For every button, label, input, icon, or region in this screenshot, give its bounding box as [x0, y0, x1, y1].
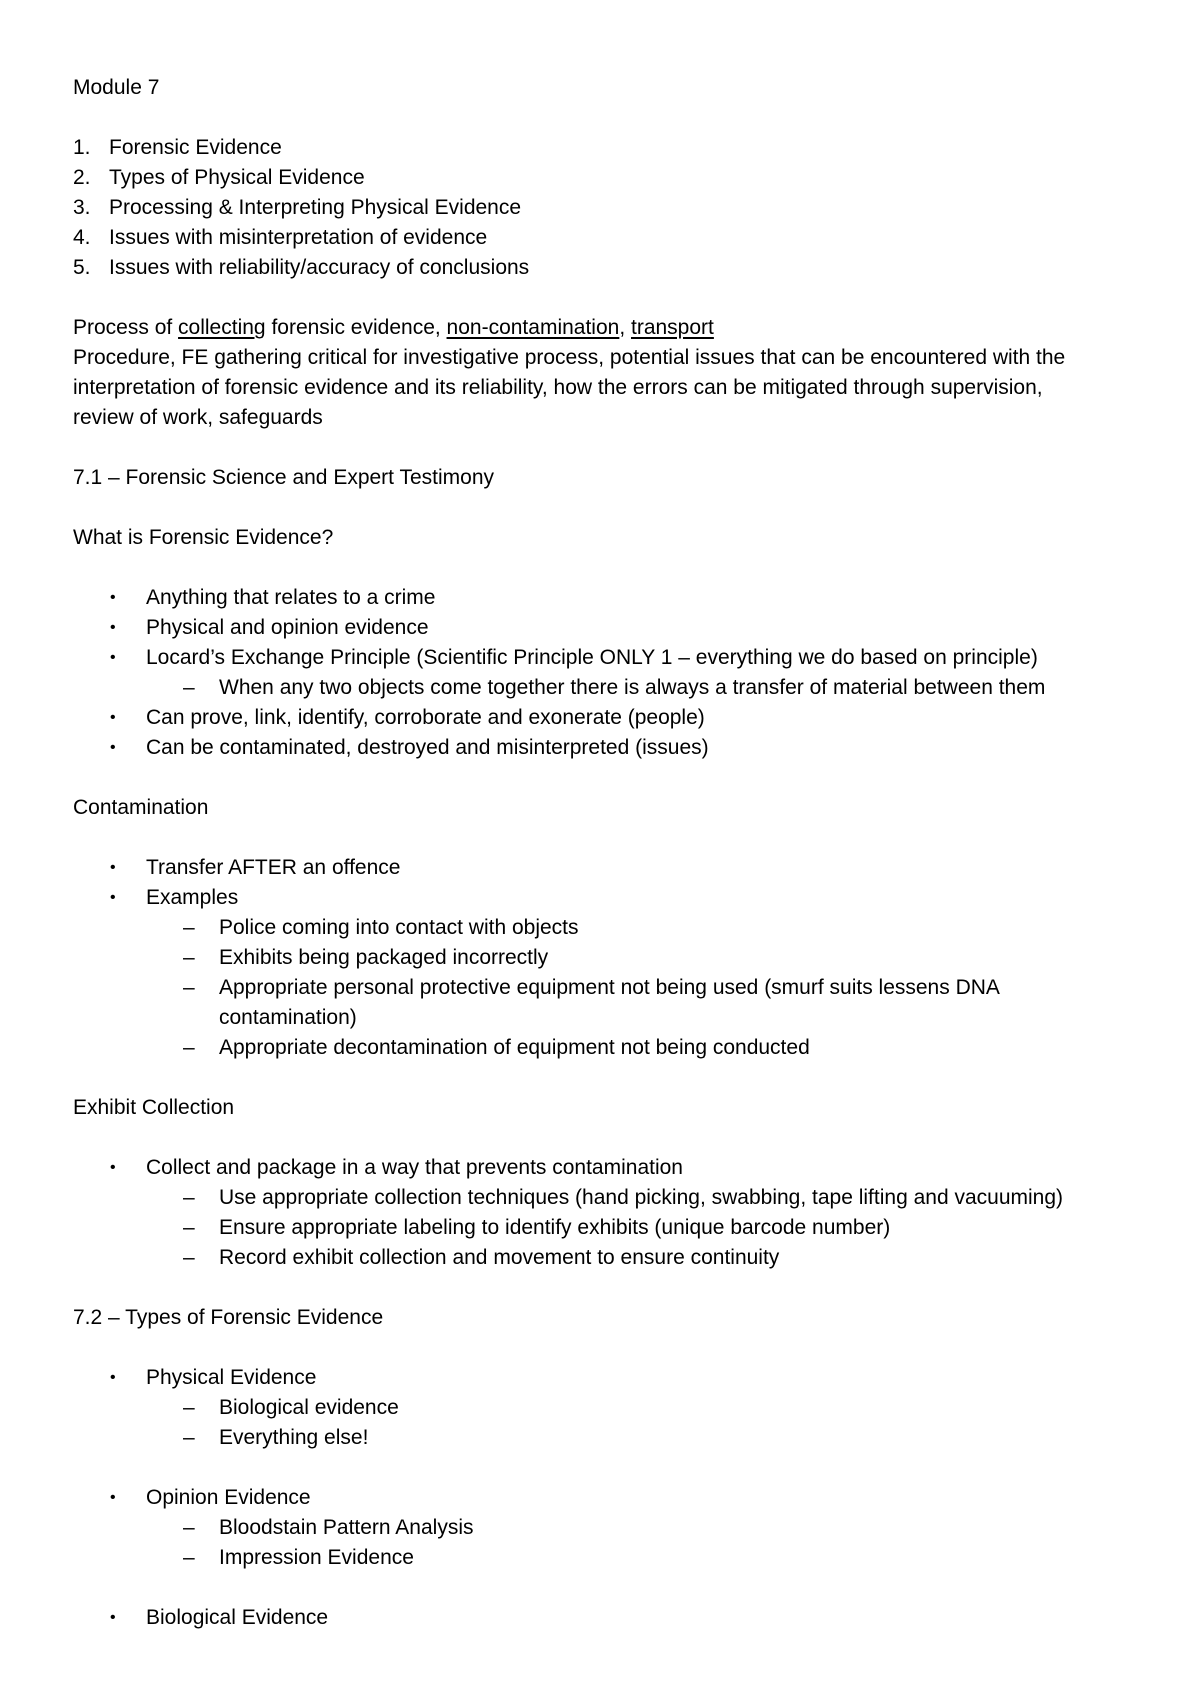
bullet-icon: •: [110, 1159, 116, 1176]
contamination-heading: Contamination: [73, 796, 209, 819]
underlined-transport: transport: [631, 316, 714, 339]
section-heading-7-1: 7.1 – Forensic Science and Expert Testimony: [73, 466, 494, 489]
bullet-item: • Anything that relates to a crime: [73, 583, 1133, 613]
bullet-icon: •: [110, 709, 116, 726]
bullet-item: • Can prove, link, identify, corroborate and exonerate (people): [73, 703, 1133, 733]
bullet-item: • Physical and opinion evidence: [73, 613, 1133, 643]
procedure-paragraph-line: interpretation of forensic evidence and its reliability, how the errors can be mitigated through supervision,: [73, 376, 1043, 399]
bullet-icon: •: [110, 589, 116, 606]
exhibit-collection-heading: Exhibit Collection: [73, 1096, 235, 1119]
dash-icon: –: [183, 976, 195, 999]
dash-icon: –: [183, 1246, 195, 1269]
bullet-item: • Biological Evidence: [73, 1603, 1133, 1633]
sub-bullet-item: – Biological evidence: [73, 1393, 1133, 1423]
dash-icon: –: [183, 1546, 195, 1569]
bullet-icon: •: [110, 739, 116, 756]
bullet-item: • Transfer AFTER an offence: [73, 853, 1133, 883]
section-heading-7-2: 7.2 – Types of Forensic Evidence: [73, 1306, 384, 1329]
sub-bullet-item: – Appropriate personal protective equipment not being used (smurf suits lessens DNA: [73, 973, 1133, 1003]
sub-bullet-item: – Exhibits being packaged incorrectly: [73, 943, 1133, 973]
bullet-icon: •: [110, 889, 116, 906]
sub-bullet-item: – Use appropriate collection techniques (hand picking, swabbing, tape lifting and vacuuming): [73, 1183, 1133, 1213]
dash-icon: –: [183, 1216, 195, 1239]
bullet-item: • Physical Evidence: [73, 1363, 1133, 1393]
sub-bullet-item: – Impression Evidence: [73, 1543, 1133, 1573]
dash-icon: –: [183, 946, 195, 969]
sub-bullet-item: – Everything else!: [73, 1423, 1133, 1453]
dash-icon: –: [183, 1186, 195, 1209]
outline-item: 1. Forensic Evidence: [73, 136, 282, 159]
outline-item: 3. Processing & Interpreting Physical Evidence: [73, 196, 522, 219]
outline-item: 4. Issues with misinterpretation of evidence: [73, 226, 488, 249]
bullet-item: • Can be contaminated, destroyed and misinterpreted (issues): [73, 733, 1133, 763]
bullet-icon: •: [110, 859, 116, 876]
outline-item: 5. Issues with reliability/accuracy of conclusions: [73, 256, 530, 279]
bullet-item: • Opinion Evidence: [73, 1483, 1133, 1513]
dash-icon: –: [183, 676, 195, 699]
sub-bullet-item: – Bloodstain Pattern Analysis: [73, 1513, 1133, 1543]
document-title: Module 7: [73, 76, 160, 99]
procedure-paragraph-line: review of work, safeguards: [73, 406, 323, 429]
procedure-paragraph-line: Procedure, FE gathering critical for investigative process, potential issues that can be encountered with the: [73, 346, 1066, 369]
bullet-item: • Locard’s Exchange Principle (Scientific Principle ONLY 1 – everything we do based on principle): [73, 643, 1133, 673]
bullet-item: • Examples: [73, 883, 1133, 913]
document-page: [73, 73, 1133, 1633]
sub-bullet-item: – Police coming into contact with objects: [73, 913, 1133, 943]
what-is-heading: What is Forensic Evidence?: [73, 526, 334, 549]
bullet-icon: •: [110, 1609, 116, 1626]
bullet-icon: •: [110, 619, 116, 636]
dash-icon: –: [183, 1036, 195, 1059]
outline-item: 2. Types of Physical Evidence: [73, 166, 365, 189]
process-line: Process of collecting forensic evidence, non-contamination, transport: [73, 316, 714, 339]
bullet-item: • Collect and package in a way that prevents contamination: [73, 1153, 1133, 1183]
dash-icon: –: [183, 1426, 195, 1449]
sub-bullet-item: – Appropriate decontamination of equipment not being conducted: [73, 1033, 1133, 1063]
underlined-non-contamination: non-contamination: [446, 316, 620, 339]
sub-bullet-item: – When any two objects come together there is always a transfer of material between them: [73, 673, 1133, 703]
sub-bullet-item: – Record exhibit collection and movement to ensure continuity: [73, 1243, 1133, 1273]
dash-icon: –: [183, 1516, 195, 1539]
bullet-icon: •: [110, 1489, 116, 1506]
sub-bullet-item: – Ensure appropriate labeling to identify exhibits (unique barcode number): [73, 1213, 1133, 1243]
underlined-collecting: collecting: [178, 316, 266, 339]
bullet-icon: •: [110, 1369, 116, 1386]
dash-icon: –: [183, 1396, 195, 1419]
dash-icon: –: [183, 916, 195, 939]
sub-bullet-continuation: contamination): [219, 1006, 357, 1029]
bullet-icon: •: [110, 649, 116, 666]
